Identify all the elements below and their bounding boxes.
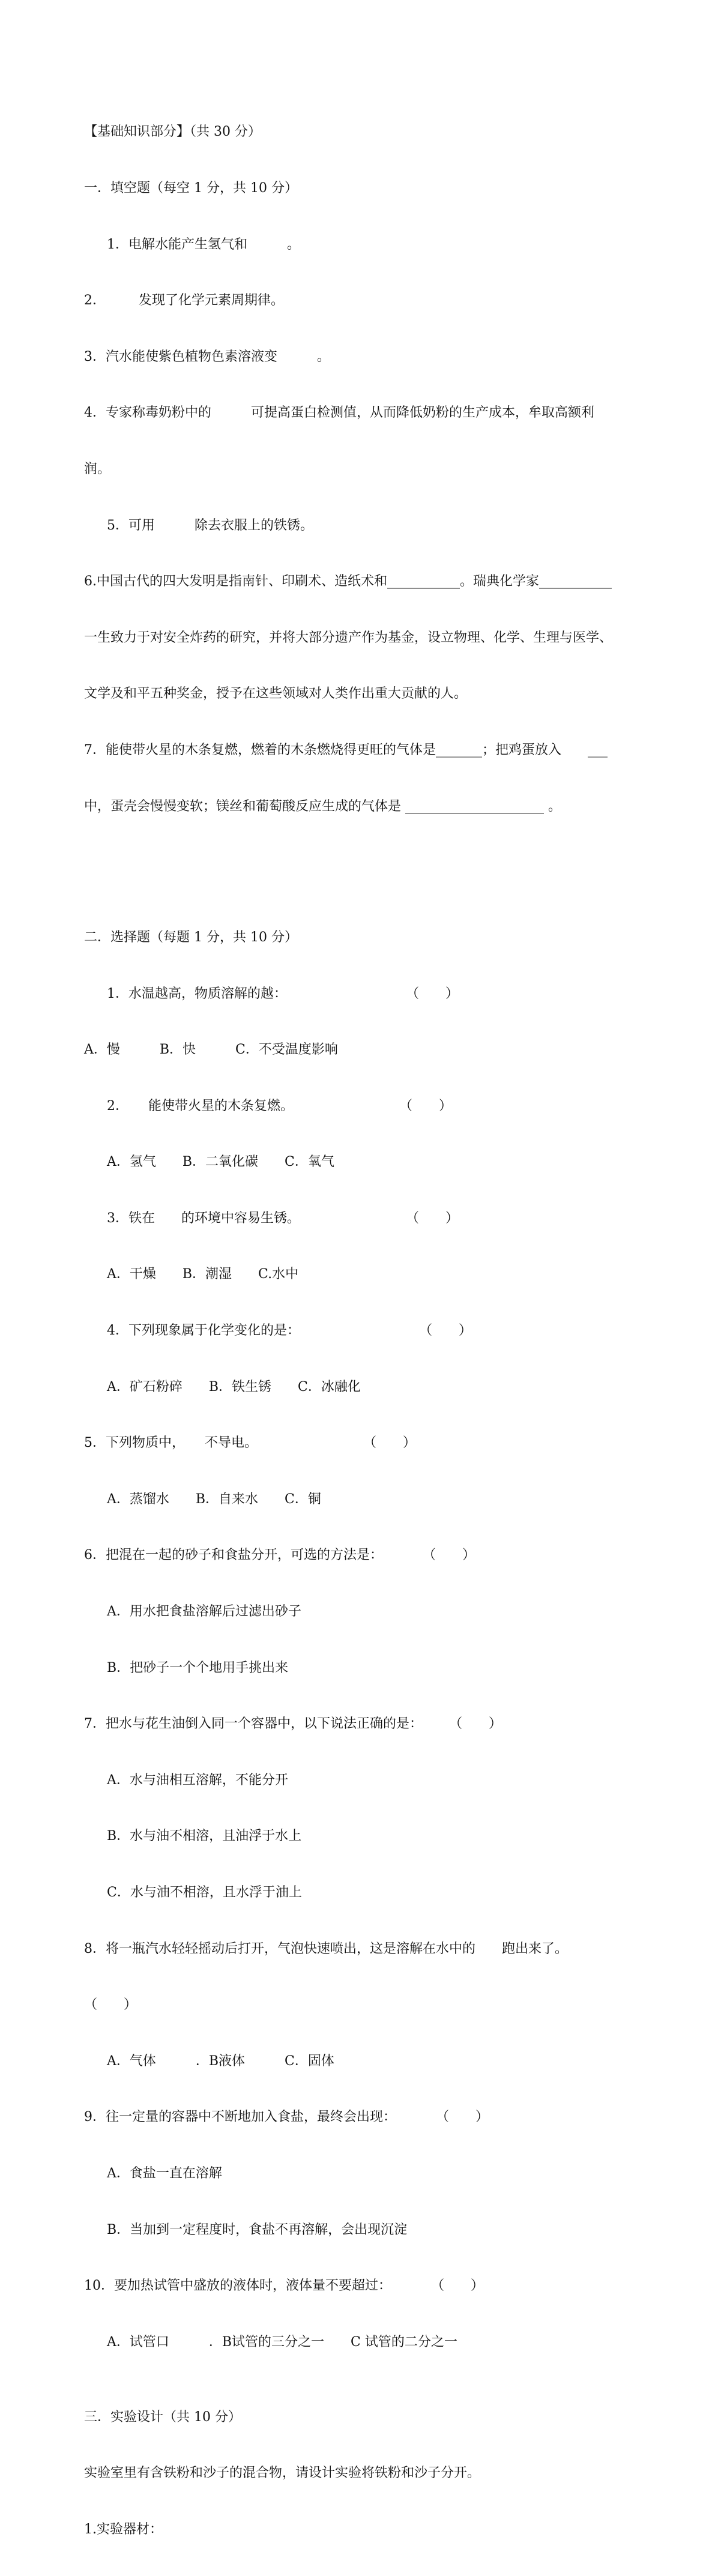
question-choice-6: 6．把混在一起的砂子和食盐分开，可选的方法是： （ ） [84, 1548, 475, 1563]
choice-2-options: A．氢气 B．二氧化碳 C．氧气 [107, 1154, 334, 1170]
question-fill-7-continued: 中，蛋壳会慢慢变软；镁丝和葡萄酸反应生成的气体是 _____________________ 。 [84, 798, 561, 814]
exam-content [84, 85, 642, 2576]
section-heading-choice: 二．选择题（每题 1 分，共 10 分） [84, 929, 298, 945]
question-choice-7: 7．把水与花生油倒入同一个容器中，以下说法正确的是： （ ） [84, 1716, 502, 1732]
question-choice-3: 3．铁在 的环境中容易生锈。 （ ） [107, 1210, 459, 1226]
question-fill-6-continued-1: 一生致力于对安全炸药的研究，并将大部分遗产作为基金，设立物理、化学、生理与医学、 [84, 630, 613, 645]
question-choice-5: 5．下列物质中， 不导电。 （ ） [84, 1435, 416, 1451]
choice-7-option-b: B．水与油不相溶，且油浮于水上 [107, 1829, 302, 1844]
choice-10-options: A．试管口 ．B试管的三分之一 C 试管的二分之一 [107, 2334, 457, 2350]
question-choice-2: 2． 能使带火星的木条复燃。 （ ） [107, 1098, 452, 1114]
choice-9-option-a: A．食盐一直在溶解 [107, 2165, 222, 2181]
question-choice-10: 10．要加热试管中盛放的液体时，液体量不要超过： （ ） [84, 2278, 484, 2294]
experiment-prompt: 实验室里有含铁粉和沙子的混合物，请设计实验将铁粉和沙子分开。 [84, 2466, 481, 2481]
section-heading-fill-blank: 一．填空题（每空 1 分，共 10 分） [84, 181, 298, 196]
question-choice-4: 4．下列现象属于化学变化的是： （ ） [107, 1323, 472, 1339]
experiment-materials-label: 1.实验器材： [84, 2521, 163, 2537]
choice-9-option-b: B．当加到一定程度时，食盐不再溶解，会出现沉淀 [107, 2222, 408, 2237]
choice-6-option-b: B．把砂子一个个地用手挑出来 [107, 1660, 289, 1676]
choice-6-option-a: A．用水把食盐溶解后过滤出砂子 [107, 1604, 301, 1620]
question-fill-6: 6.中国古代的四大发明是指南针、印刷术、造纸术和___________。瑞典化学家___________ [84, 574, 612, 590]
section-heading-experiment: 三．实验设计（共 10 分） [84, 2409, 241, 2425]
question-choice-1: 1．水温越高，物质溶解的越： （ ） [107, 986, 459, 1001]
choice-7-option-c: C．水与油不相溶，且水浮于油上 [107, 1885, 302, 1901]
question-choice-8: 8．将一瓶汽水轻轻摇动后打开，气泡快速喷出，这是溶解在水中的 跑出来了。 [84, 1941, 568, 1956]
question-fill-4: 4．专家称毒奶粉中的 可提高蛋白检测值，从而降低奶粉的生产成本，牟取高额利 [84, 405, 594, 421]
question-fill-1: 1．电解水能产生氢气和 。 [107, 237, 300, 252]
choice-4-options: A．矿石粉碎 B．铁生锈 C．冰融化 [107, 1379, 361, 1395]
question-fill-2: 2． 发现了化学元素周期律。 [84, 293, 284, 309]
section-title-basic: 【基础知识部分】（共 30 分） [84, 124, 261, 140]
choice-3-options: A．干燥 B．潮湿 C.水中 [107, 1267, 299, 1282]
choice-1-options: A．慢 B．快 C．不受温度影响 [84, 1042, 338, 1058]
question-choice-8-answer-slot: （ ） [84, 1997, 137, 2013]
question-fill-7: 7．能使带火星的木条复燃，燃着的木条燃烧得更旺的气体是_______；把鸡蛋放入 ___ [84, 742, 608, 758]
question-choice-9: 9．往一定量的容器中不断地加入食盐，最终会出现： （ ） [84, 2110, 489, 2125]
question-fill-3: 3．汽水能使紫色植物色素溶液变 。 [84, 349, 330, 364]
question-fill-6-continued-2: 文学及和平五种奖金，授予在这些领域对人类作出重大贡献的人。 [84, 686, 468, 702]
choice-8-options: A．气体 ．B液体 C．固体 [107, 2053, 334, 2069]
choice-7-option-a: A．水与油相互溶解，不能分开 [107, 1772, 288, 1788]
choice-5-options: A．蒸馏水 B．自来水 C．铜 [107, 1491, 321, 1507]
blank-line [84, 853, 642, 872]
question-fill-5: 5．可用 除去衣服上的铁锈。 [107, 517, 313, 533]
question-fill-4-continued: 润。 [84, 461, 111, 477]
